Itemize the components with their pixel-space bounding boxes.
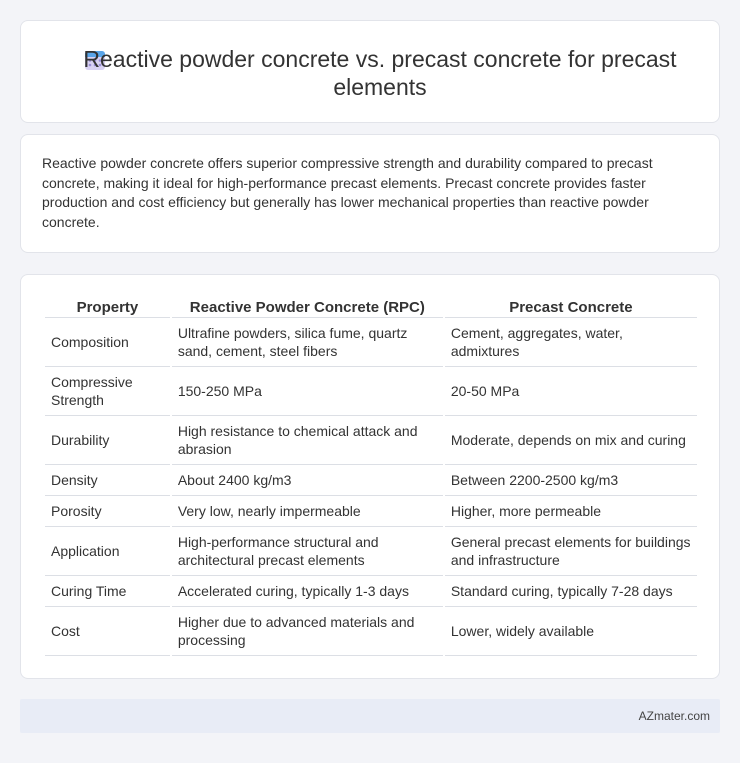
table-cell: Curing Time	[45, 576, 170, 607]
header-rpc: Reactive Powder Concrete (RPC)	[172, 297, 443, 318]
table-row	[45, 367, 697, 416]
table-cell: General precast elements for buildings and infrastructure	[445, 527, 697, 576]
table-row	[45, 607, 697, 656]
table-cell: Ultrafine powders, silica fume, quartz sand, cement, steel fibers	[172, 318, 443, 367]
table-cell: Accelerated curing, typically 1-3 days	[172, 576, 443, 607]
table-cell: 20-50 MPa	[445, 367, 697, 416]
table-cell: Higher due to advanced materials and processing	[172, 607, 443, 656]
table-cell: Very low, nearly impermeable	[172, 496, 443, 527]
header-property: Property	[45, 297, 170, 318]
table-row	[45, 576, 697, 607]
table-cell: 150-250 MPa	[172, 367, 443, 416]
table-cell: Cost	[45, 607, 170, 656]
table-cell: Cement, aggregates, water, admixtures	[445, 318, 697, 367]
table-cell: Standard curing, typically 7-28 days	[445, 576, 697, 607]
table-cell: Compressive Strength	[45, 367, 170, 416]
header-precast: Precast Concrete	[445, 297, 697, 318]
table-cell: Application	[45, 527, 170, 576]
table-cell: Lower, widely available	[445, 607, 697, 656]
table-header-row	[45, 297, 697, 318]
comparison-table	[43, 297, 699, 656]
table-cell: Density	[45, 465, 170, 496]
footer-bar	[20, 699, 720, 733]
summary-text: Reactive powder concrete offers superior compressive strength and durability compared to precast concrete, making it ideal for high-performance precast elements. Precast concrete provides faster production and cost efficiency but generally has lower mechanical properties than reactive powder concrete.	[42, 155, 653, 230]
table-row	[45, 416, 697, 465]
table-cell: Moderate, depends on mix and curing	[445, 416, 697, 465]
table-cell: Higher, more permeable	[445, 496, 697, 527]
table-row	[45, 465, 697, 496]
table-cell: High-performance structural and architectural precast elements	[172, 527, 443, 576]
table-cell: High resistance to chemical attack and abrasion	[172, 416, 443, 465]
table-cell: Between 2200-2500 kg/m3	[445, 465, 697, 496]
table-cell: Composition	[45, 318, 170, 367]
table-row	[45, 527, 697, 576]
table-cell: Porosity	[45, 496, 170, 527]
table-cell: Durability	[45, 416, 170, 465]
title-card	[20, 20, 720, 123]
comparison-table-card	[20, 274, 720, 679]
summary-card	[20, 134, 720, 253]
footer-brand: AZmater.com	[638, 709, 710, 723]
page-title: Reactive powder concrete vs. precast concrete for precast elements	[83, 46, 677, 100]
table-row	[45, 318, 697, 367]
table-row	[45, 496, 697, 527]
table-cell: About 2400 kg/m3	[172, 465, 443, 496]
